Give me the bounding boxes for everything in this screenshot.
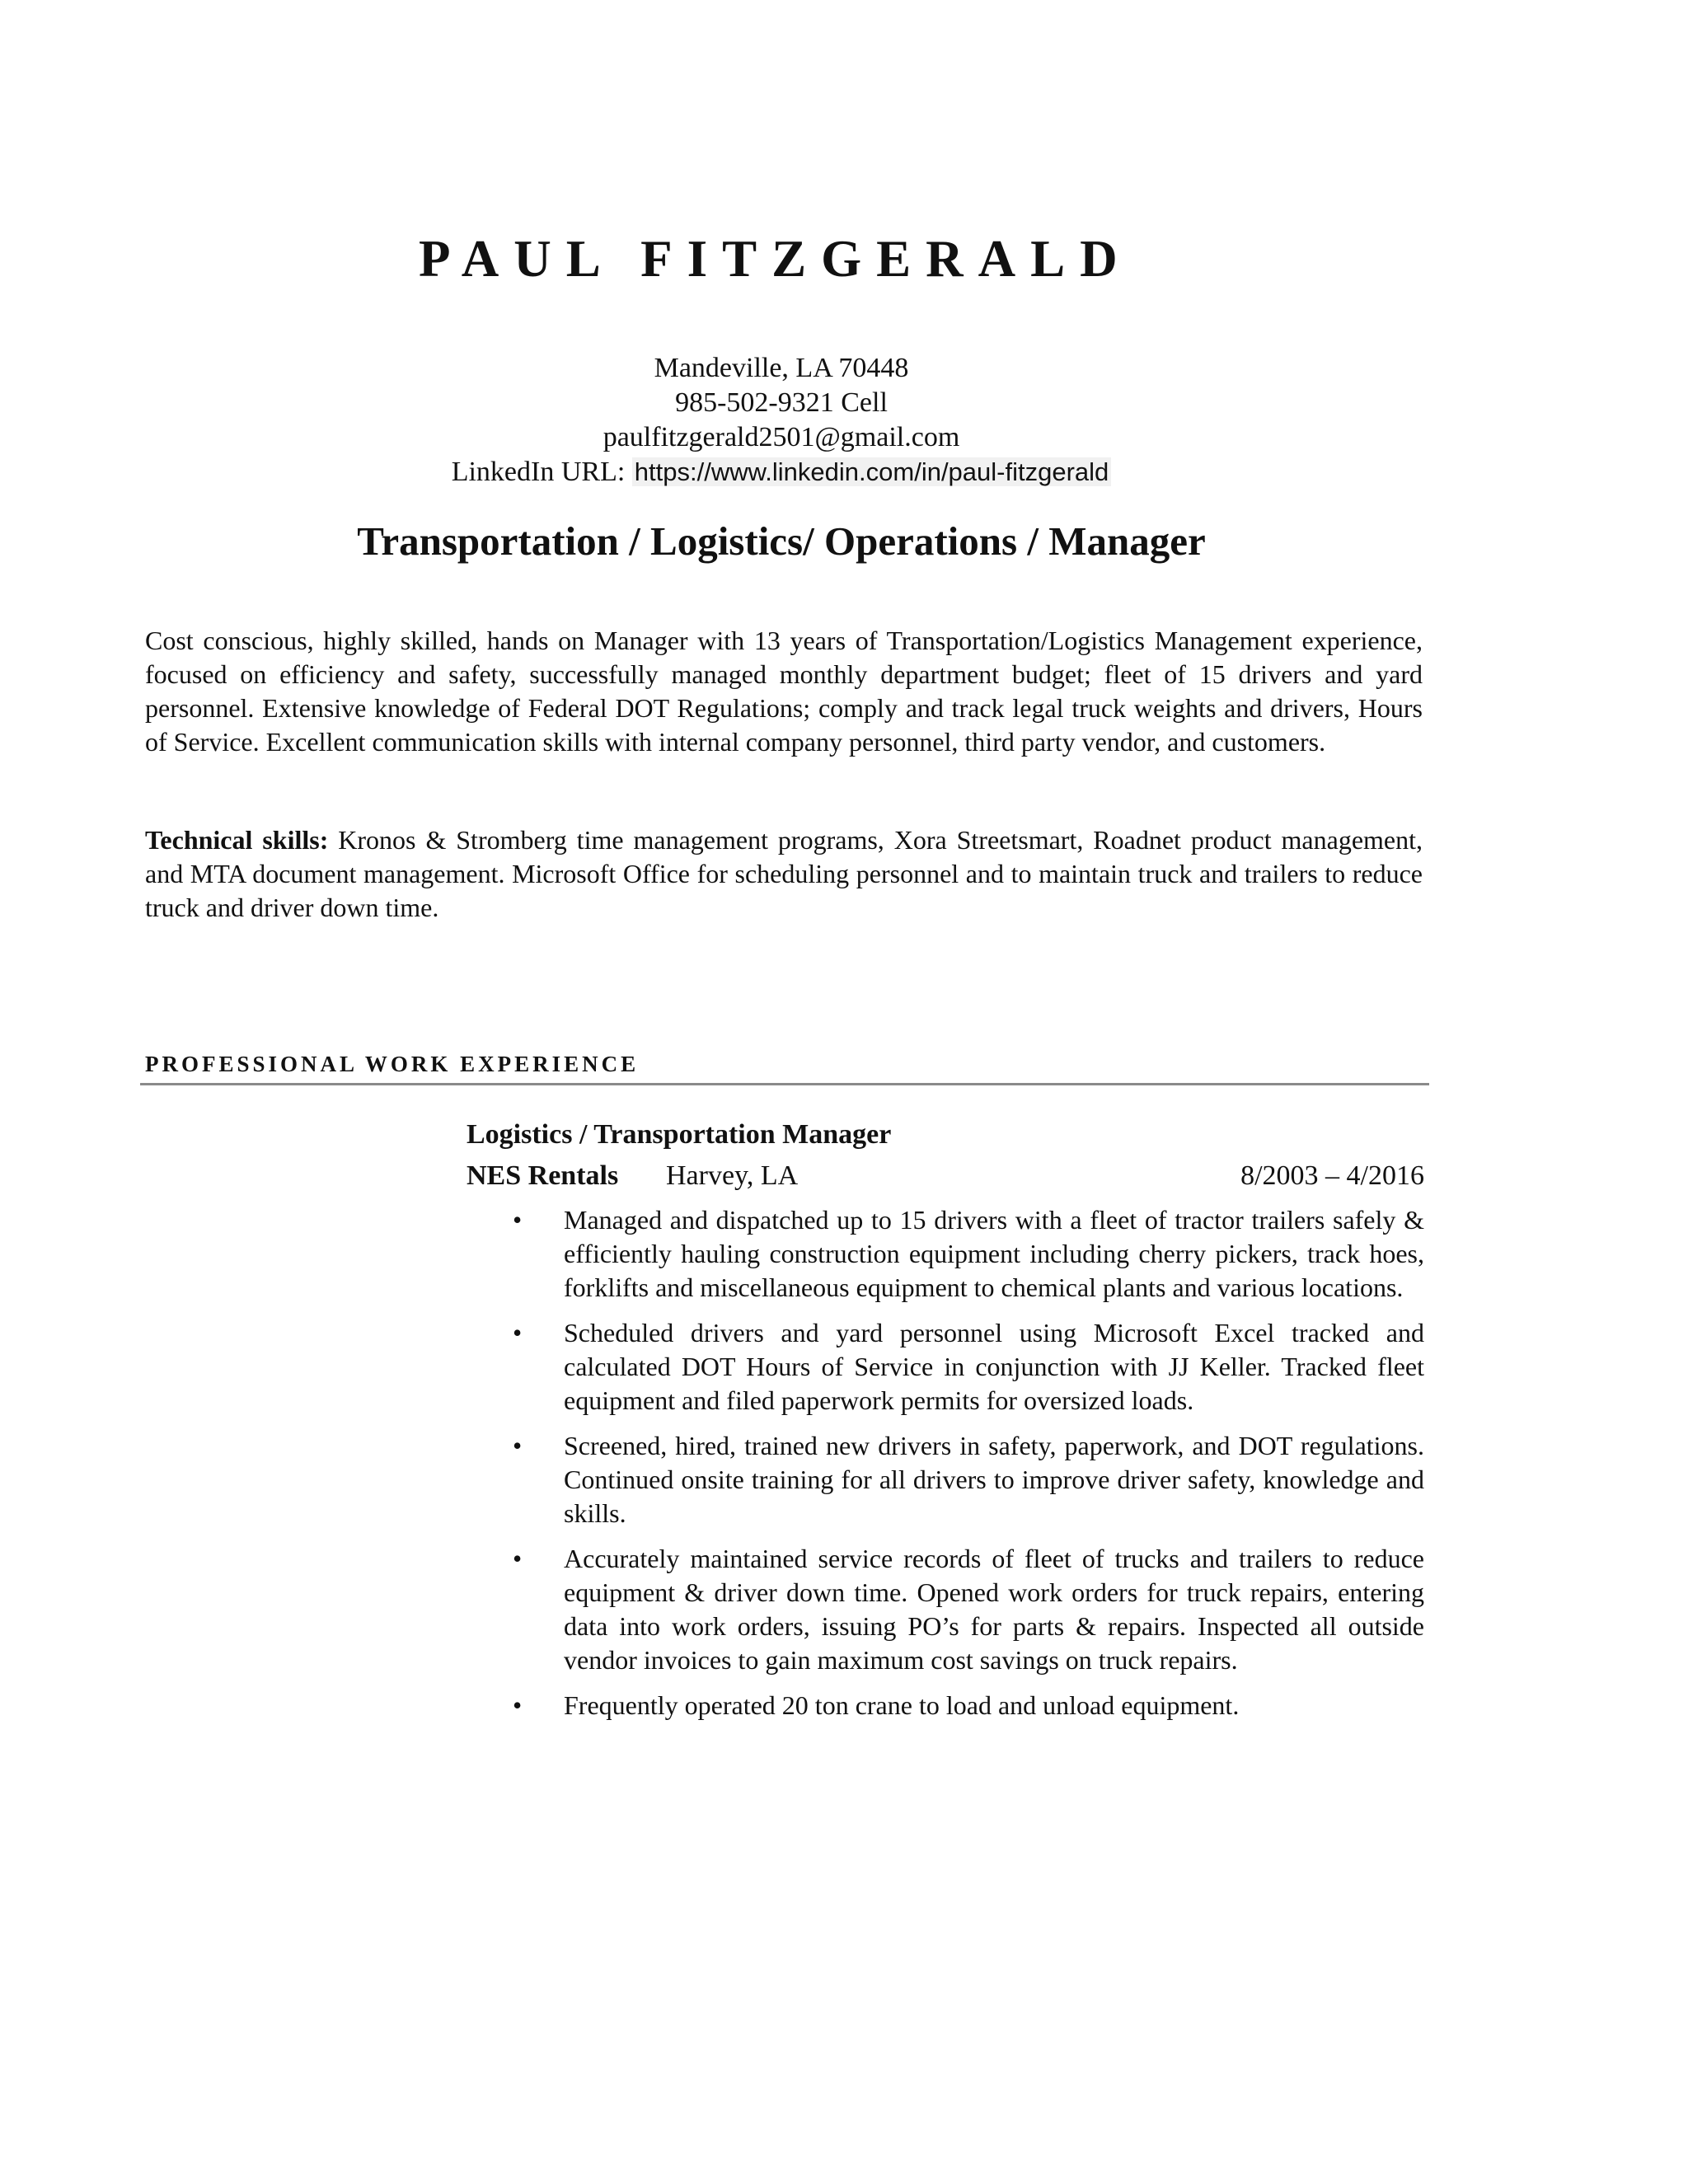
list-item: [467, 1203, 1424, 1305]
linkedin-label: LinkedIn URL:: [451, 457, 632, 487]
technical-skills-label: Technical skills:: [145, 825, 329, 855]
job-title: Logistics / Transportation Manager: [467, 1119, 892, 1150]
phone: 985-502-9321 Cell: [675, 387, 888, 418]
job-dates: 8/2003 – 4/2016: [1240, 1160, 1424, 1191]
email: paulfitzgerald2501@gmail.com: [603, 422, 960, 452]
bullet-icon: •: [513, 1690, 523, 1720]
list-item: [467, 1542, 1424, 1677]
technical-skills-text: Kronos & Stromberg time management programs, Xora Streetsmart, Roadnet product management, and MTA document management. Microsoft Office for scheduling personnel and to maintain truck and trailers to reduce truck and driver down time.: [145, 825, 1423, 922]
headline: Transportation / Logistics/ Operations / Manager: [357, 518, 1206, 564]
bullet-icon: •: [513, 1318, 523, 1347]
linkedin-line: [0, 455, 1563, 490]
candidate-name: PAUL FITZGERALD: [419, 230, 1132, 288]
job-location: Harvey, LA: [666, 1160, 799, 1191]
linkedin-url[interactable]: https://www.linkedin.com/in/paul-fitzgerald: [632, 457, 1111, 486]
bullet-text: Managed and dispatched up to 15 drivers with a fleet of tractor trailers safely & efficiently hauling construction equipment including cherry pickers, track hoes, forklifts and miscellaneous equipment to chemical plants and various locations.: [564, 1205, 1424, 1302]
bullet-text: Accurately maintained service records of fleet of trucks and trailers to reduce equipment & driver down time. Opened work orders for truck repairs, entering data into work orders, issuing PO’s for parts & repairs. Inspected all outside vendor invoices to gain maximum cost savings on truck repairs.: [564, 1544, 1424, 1675]
bullet-icon: •: [513, 1205, 523, 1235]
bullet-text: Scheduled drivers and yard personnel using Microsoft Excel tracked and calculated DOT Hours of Service in conjunction with JJ Keller. Tracked fleet equipment and filed paperwork permits for oversized loads.: [564, 1318, 1424, 1415]
bullet-icon: •: [513, 1431, 523, 1460]
bullet-icon: •: [513, 1544, 523, 1573]
company-name: NES Rentals: [467, 1160, 619, 1191]
address: Mandeville, LA 70448: [654, 353, 909, 383]
list-item: [467, 1689, 1424, 1722]
summary-paragraph: Cost conscious, highly skilled, hands on Manager with 13 years of Transportation/Logistics Management experience, focused on efficiency and safety, successfully managed monthly department budget; fleet of 15 drivers and yard personnel. Extensive knowledge of Federal DOT Regulations; comply and track legal truck weights and drivers, Hours of Service. Excellent communication skills with internal company personnel, third party vendor, and customers.: [145, 626, 1423, 757]
list-item: [467, 1429, 1424, 1530]
bullet-text: Frequently operated 20 ton crane to load and unload equipment.: [564, 1690, 1240, 1720]
bullet-text: Screened, hired, trained new drivers in safety, paperwork, and DOT regulations. Continued onsite training for all drivers to improve driver safety, knowledge and skills.: [564, 1431, 1424, 1528]
section-divider: [140, 1083, 1429, 1085]
section-title-experience: PROFESSIONAL WORK EXPERIENCE: [145, 1052, 640, 1076]
technical-skills-paragraph: [145, 823, 1423, 925]
job-bullet-list: [467, 1203, 1424, 1734]
list-item: [467, 1316, 1424, 1418]
